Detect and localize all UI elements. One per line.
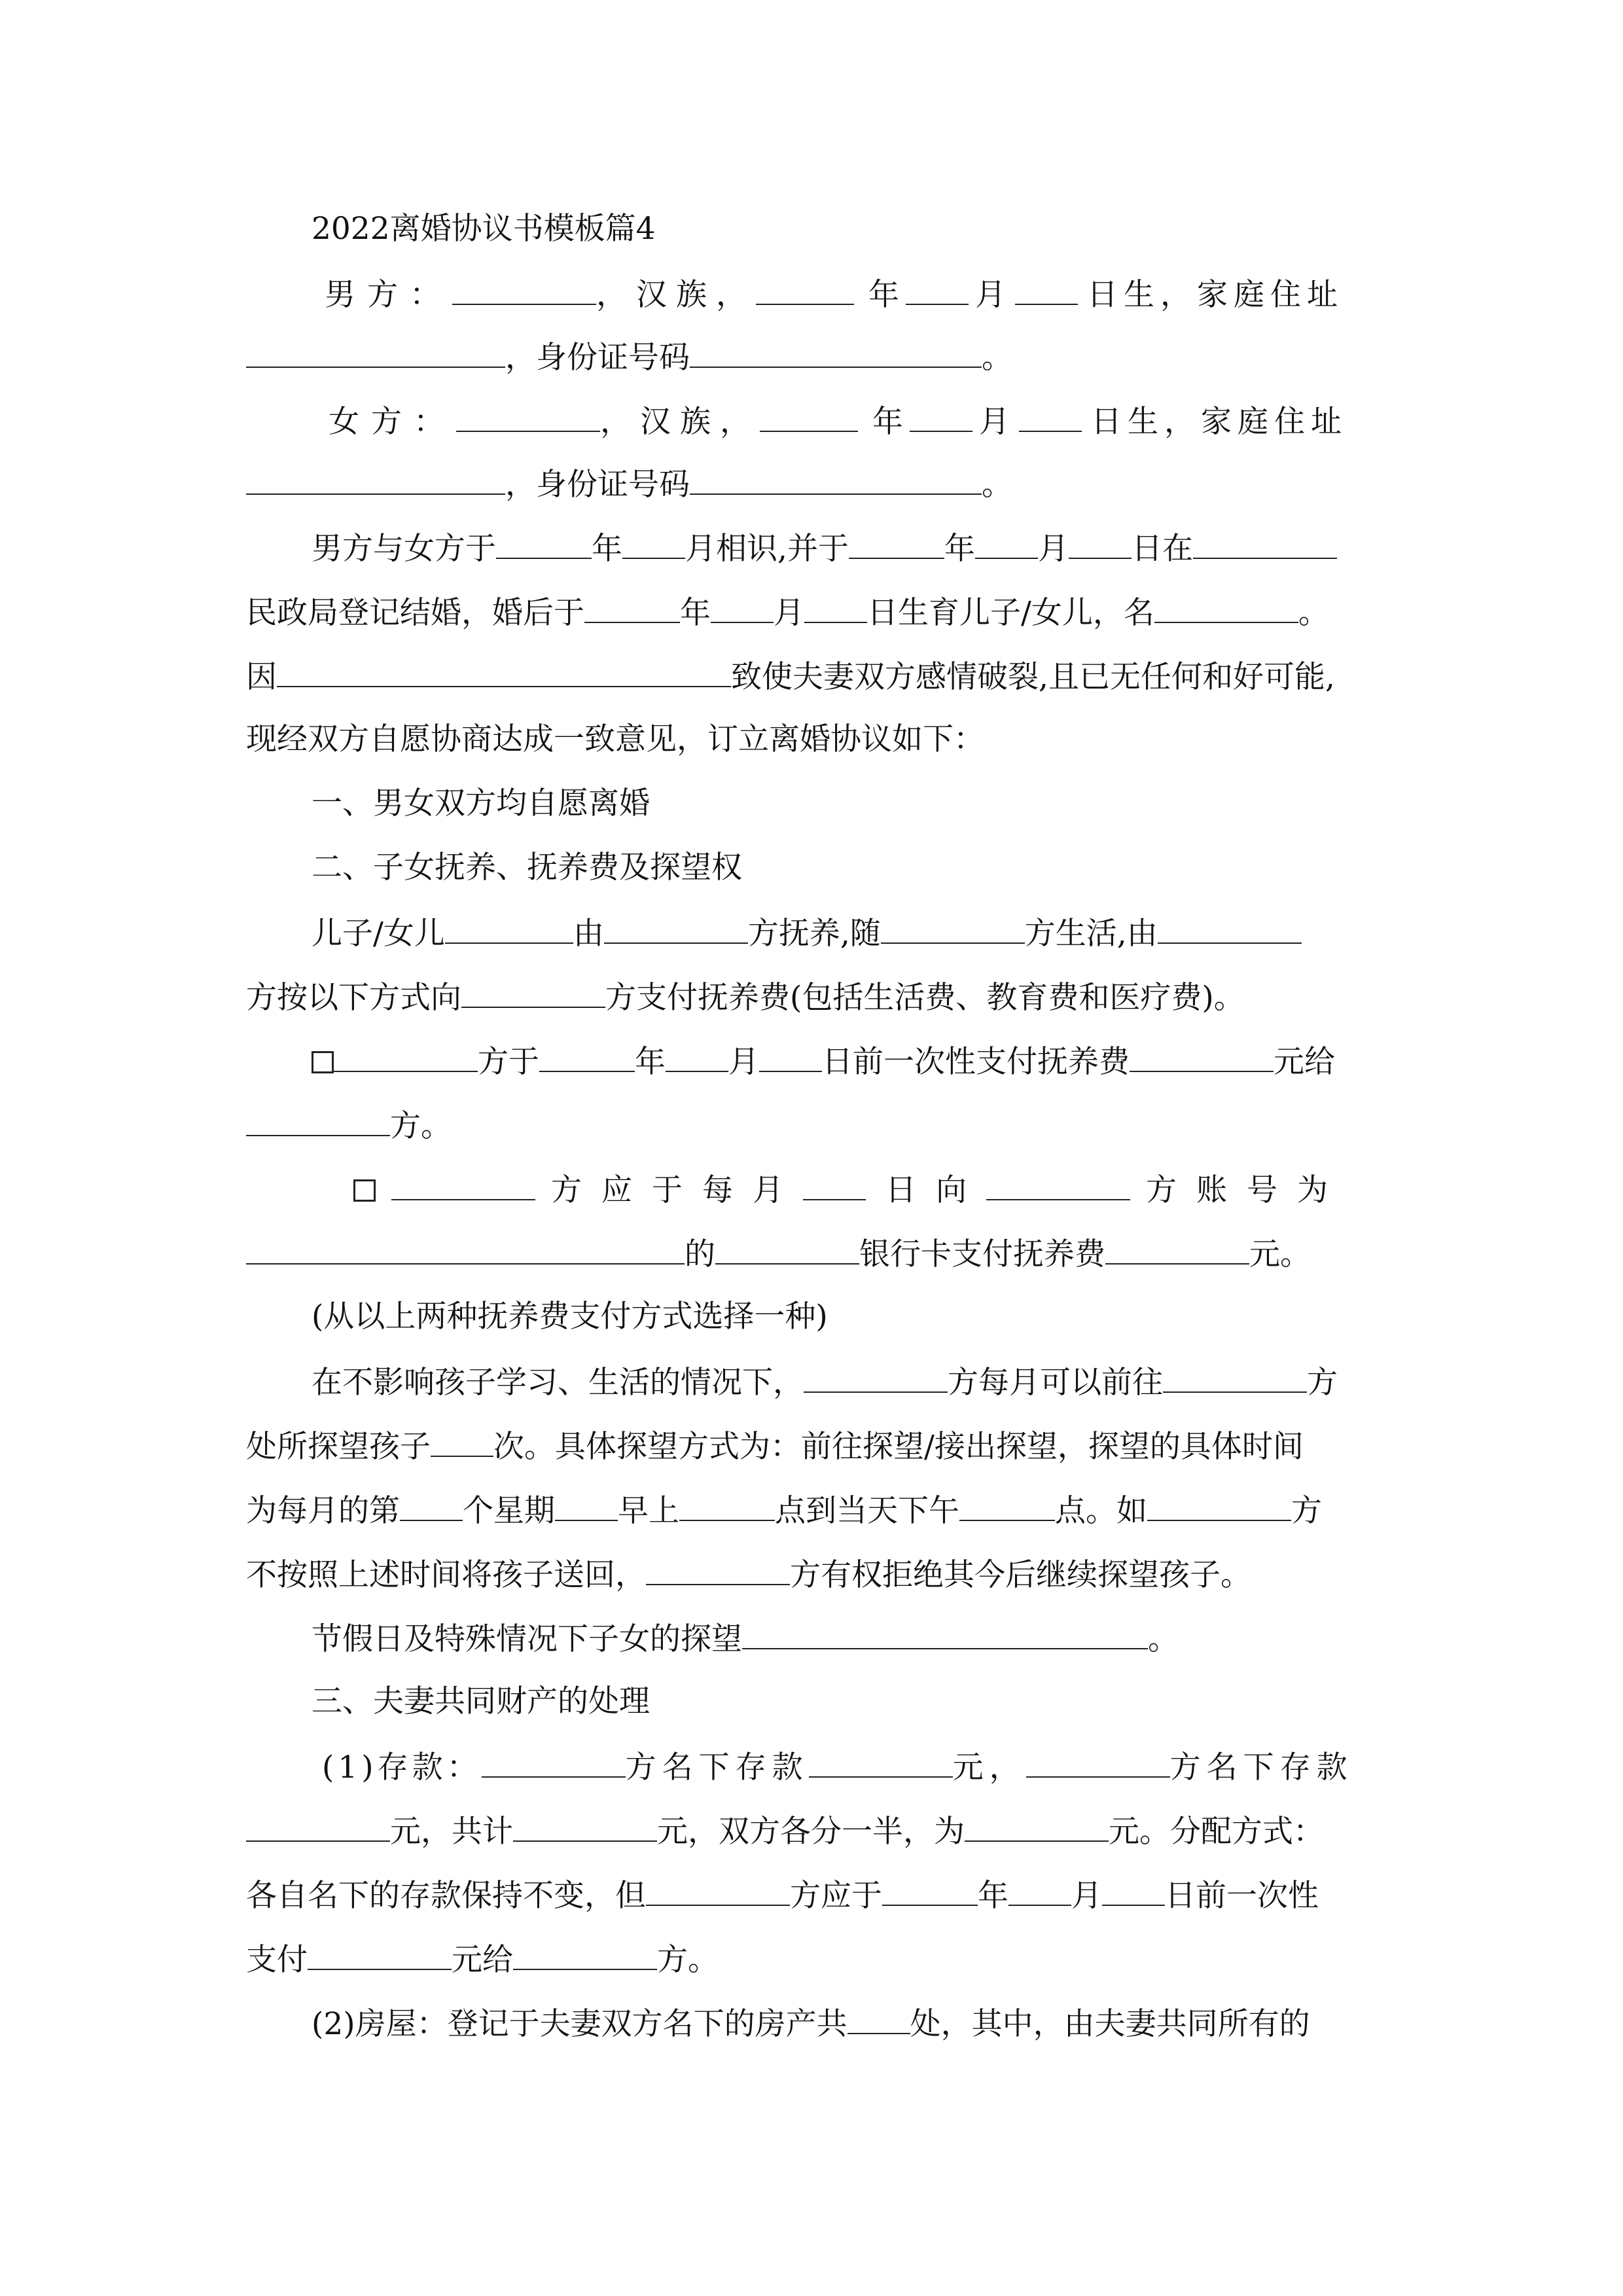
blank-field[interactable]	[1163, 1361, 1307, 1393]
text: 银行卡支付抚养费	[859, 1236, 1105, 1272]
section-2-heading	[312, 848, 742, 888]
text: (从以上两种抚养费支付方式选择一种)	[312, 1299, 828, 1335]
text: 日生育儿子/女儿，名	[867, 595, 1154, 631]
text: 方支付抚养费(包括生活费、教育费和医疗费)。	[605, 980, 1245, 1016]
text: 处，其中，由夫妻共同所有的	[910, 2006, 1310, 2042]
blank-field[interactable]	[400, 1490, 463, 1521]
text: 元，	[952, 1749, 1026, 1785]
agreement-intro-line	[246, 720, 984, 759]
blank-field[interactable]	[1102, 1874, 1165, 1906]
blank-field[interactable]	[1015, 274, 1078, 305]
custody-line-2	[246, 977, 1245, 1018]
label-month: 月	[1071, 1878, 1102, 1914]
text: 的	[685, 1236, 715, 1272]
blank-field[interactable]	[334, 1041, 478, 1072]
label-year: 年	[868, 277, 899, 313]
text: 由	[573, 916, 604, 952]
section-1-heading	[312, 784, 650, 823]
text: 在不影响孩子学习、生活的情况下，	[312, 1365, 804, 1401]
label-period: 。	[982, 340, 1012, 376]
blank-field[interactable]	[584, 592, 680, 623]
text: 元，共计	[390, 1814, 513, 1850]
text: 方生活,由	[1024, 916, 1158, 952]
label-ethnicity: ，汉族，	[600, 404, 760, 440]
text: 日前一次性	[1165, 1878, 1319, 1914]
label-born-address: 日生，家庭住址	[1091, 404, 1347, 440]
blank-field[interactable]	[452, 274, 596, 305]
blank-field[interactable]	[246, 336, 505, 368]
blank-field[interactable]	[246, 1810, 390, 1842]
blank-field[interactable]	[711, 592, 774, 623]
blank-field[interactable]	[391, 1169, 535, 1200]
label-id-number: ，身份证号码	[505, 467, 690, 503]
blank-field[interactable]	[666, 1041, 728, 1072]
blank-field[interactable]	[1105, 1233, 1249, 1265]
blank-field[interactable]	[690, 336, 982, 368]
title-text: 2022离婚协议书模板篇4	[312, 211, 656, 247]
label-year: 年	[944, 531, 975, 567]
blank-field[interactable]	[715, 1233, 859, 1265]
label-month: 月	[1037, 531, 1069, 567]
text: 致使夫妻双方感情破裂,且已无任何和好可能,	[731, 659, 1335, 695]
blank-field[interactable]	[1069, 528, 1132, 559]
label-year: 年	[635, 1044, 666, 1080]
blank-field[interactable]	[756, 274, 854, 305]
label-ethnicity: ，汉族，	[596, 277, 756, 313]
blank-field[interactable]	[882, 1874, 978, 1906]
blank-field[interactable]	[1193, 528, 1337, 559]
blank-field[interactable]	[445, 912, 573, 944]
blank-field[interactable]	[1019, 401, 1082, 432]
blank-field[interactable]	[760, 401, 858, 432]
female-party-line-1	[329, 401, 1347, 442]
text: 方抚养,随	[747, 916, 881, 952]
text: 节假日及特殊情况下子女的探望	[312, 1621, 742, 1657]
blank-field[interactable]	[1158, 912, 1302, 944]
text: 日前一次性支付抚养费	[822, 1044, 1130, 1080]
blank-field[interactable]	[456, 401, 600, 432]
blank-field[interactable]	[539, 1041, 635, 1072]
blank-field[interactable]	[646, 1554, 790, 1585]
text: 方应于	[790, 1878, 882, 1914]
text: 不按照上述时间将孩子送回，	[246, 1557, 646, 1593]
visitation-line-1	[312, 1361, 1338, 1403]
house-line-1	[312, 2003, 1310, 2044]
text: 方。	[390, 1108, 452, 1144]
blank-field[interactable]	[496, 528, 592, 559]
blank-field[interactable]	[975, 528, 1038, 559]
label-year: 年	[872, 404, 903, 440]
label-month: 月	[728, 1044, 759, 1080]
text: 方名下存款	[1169, 1749, 1353, 1785]
label-year: 年	[592, 531, 622, 567]
text: 方账号为	[1146, 1172, 1347, 1208]
blank-field[interactable]	[308, 1939, 452, 1970]
deposit-line-1	[322, 1746, 1353, 1787]
label-month: 月	[975, 277, 1006, 313]
label-month: 月	[774, 595, 804, 631]
blank-field[interactable]	[906, 274, 969, 305]
text: 元。分配方式：	[1109, 1814, 1324, 1850]
blank-field[interactable]	[1008, 1874, 1071, 1906]
text: 月相识,并于	[685, 531, 849, 567]
blank-field[interactable]	[804, 592, 867, 623]
blank-field[interactable]	[555, 1490, 618, 1521]
blank-field[interactable]	[246, 1105, 390, 1136]
text: 三、夫妻共同财产的处理	[312, 1683, 650, 1719]
text: 个星期	[463, 1493, 555, 1529]
custody-line-1	[312, 912, 1302, 954]
acquaintance-line	[312, 528, 1337, 569]
blank-field[interactable]	[277, 656, 731, 687]
text: 民政局登记结婚，婚后于	[246, 595, 584, 631]
text: (1)存款：	[322, 1749, 482, 1785]
label-id-number: ，身份证号码	[505, 340, 690, 376]
blank-field[interactable]	[759, 1041, 822, 1072]
label-born-address: 日生，家庭住址	[1087, 277, 1344, 313]
text: 一、男女双方均自愿离婚	[312, 785, 650, 821]
blank-field[interactable]	[1147, 1490, 1291, 1521]
text: 方有权拒绝其今后继续探望孩子。	[790, 1557, 1251, 1593]
blank-field[interactable]	[513, 1939, 657, 1970]
text: 方每月可以前往	[948, 1365, 1163, 1401]
blank-field[interactable]	[986, 1169, 1130, 1200]
text: (2)房屋：登记于夫妻双方名下的房产共	[312, 2006, 847, 2042]
text: 日在	[1131, 531, 1193, 567]
visitation-line-2	[246, 1426, 1304, 1467]
text: 各自名下的存款保持不变，但	[246, 1878, 646, 1914]
label-male: 男方：	[325, 277, 452, 313]
blank-field[interactable]	[461, 977, 605, 1008]
blank-field[interactable]	[965, 1810, 1109, 1842]
text: 元给	[452, 1942, 513, 1978]
text: 男方与女方于	[312, 531, 496, 567]
blank-field[interactable]	[690, 463, 982, 495]
text: 次。具体探望方式为：前往探望/接出探望，探望的具体时间	[493, 1429, 1304, 1465]
blank-field[interactable]	[646, 1874, 790, 1906]
text: 元给	[1274, 1044, 1335, 1080]
blank-field[interactable]	[1130, 1041, 1274, 1072]
blank-field[interactable]	[959, 1490, 1055, 1521]
blank-field[interactable]	[910, 401, 972, 432]
label-period: 。	[1148, 1621, 1179, 1657]
blank-field[interactable]	[847, 2003, 910, 2034]
section-3-heading	[312, 1682, 650, 1721]
text: 方应于每月	[551, 1172, 803, 1208]
visitation-line-4	[246, 1554, 1251, 1595]
text: 元。	[1249, 1236, 1311, 1272]
male-party-line-1	[325, 274, 1344, 315]
text: 方名下存款	[625, 1749, 809, 1785]
blank-field[interactable]	[482, 1746, 626, 1778]
payment-note	[312, 1297, 828, 1336]
checkbox-option-monthly[interactable]	[353, 1179, 376, 1202]
blank-field[interactable]	[431, 1426, 493, 1457]
payment-option-2-line-2	[246, 1233, 1311, 1274]
text: 儿子/女儿	[312, 916, 445, 952]
text: 早上	[618, 1493, 679, 1529]
label-period: 。	[1298, 595, 1329, 631]
male-party-line-2	[246, 336, 1012, 378]
reason-line	[246, 656, 1335, 697]
label-year: 年	[680, 595, 711, 631]
text: 处所探望孩子	[246, 1429, 431, 1465]
blank-field[interactable]	[881, 912, 1025, 944]
text: 因	[246, 659, 277, 695]
label-female: 女方：	[329, 404, 456, 440]
text: 元，双方各分一半，为	[657, 1814, 965, 1850]
blank-field[interactable]	[809, 1746, 953, 1778]
holiday-visitation-line	[312, 1618, 1179, 1659]
text: 方按以下方式向	[246, 980, 461, 1016]
text: 方于	[478, 1044, 539, 1080]
label-year: 年	[978, 1878, 1008, 1914]
deposit-line-2	[246, 1810, 1324, 1852]
blank-field[interactable]	[604, 912, 748, 944]
blank-field[interactable]	[849, 528, 944, 559]
label-month: 月	[979, 404, 1010, 440]
blank-field[interactable]	[622, 528, 685, 559]
text: 为每月的第	[246, 1493, 400, 1529]
deposit-line-4	[246, 1939, 719, 1980]
text: 方	[1291, 1493, 1322, 1529]
female-party-line-2	[246, 463, 1012, 505]
blank-field[interactable]	[804, 1361, 948, 1393]
payment-option-2-line-1	[353, 1169, 1347, 1210]
text: 现经双方自愿协商达成一致意见，订立离婚协议如下：	[246, 721, 984, 757]
blank-field[interactable]	[246, 463, 505, 495]
text: 二、子女抚养、抚养费及探望权	[312, 850, 742, 886]
blank-field[interactable]	[1154, 592, 1298, 623]
text: 方。	[657, 1942, 719, 1978]
registration-line	[246, 592, 1329, 633]
blank-field[interactable]	[513, 1810, 657, 1842]
deposit-line-3	[246, 1874, 1319, 1916]
text: 支付	[246, 1942, 308, 1978]
visitation-line-3	[246, 1490, 1322, 1531]
payment-option-1-line-2	[246, 1105, 452, 1146]
blank-field[interactable]	[742, 1618, 1148, 1649]
blank-field[interactable]	[246, 1233, 685, 1265]
blank-field[interactable]	[679, 1490, 775, 1521]
label-period: 。	[982, 467, 1012, 503]
text: 点到当天下午	[775, 1493, 959, 1529]
text: 日向	[885, 1172, 986, 1208]
checkbox-option-lump-sum[interactable]	[312, 1051, 334, 1073]
text: 方	[1307, 1365, 1338, 1401]
payment-option-1-line-1	[312, 1041, 1335, 1082]
text: 点。如	[1055, 1493, 1147, 1529]
blank-field[interactable]	[803, 1169, 866, 1200]
blank-field[interactable]	[1026, 1746, 1170, 1778]
document-title	[312, 209, 656, 249]
